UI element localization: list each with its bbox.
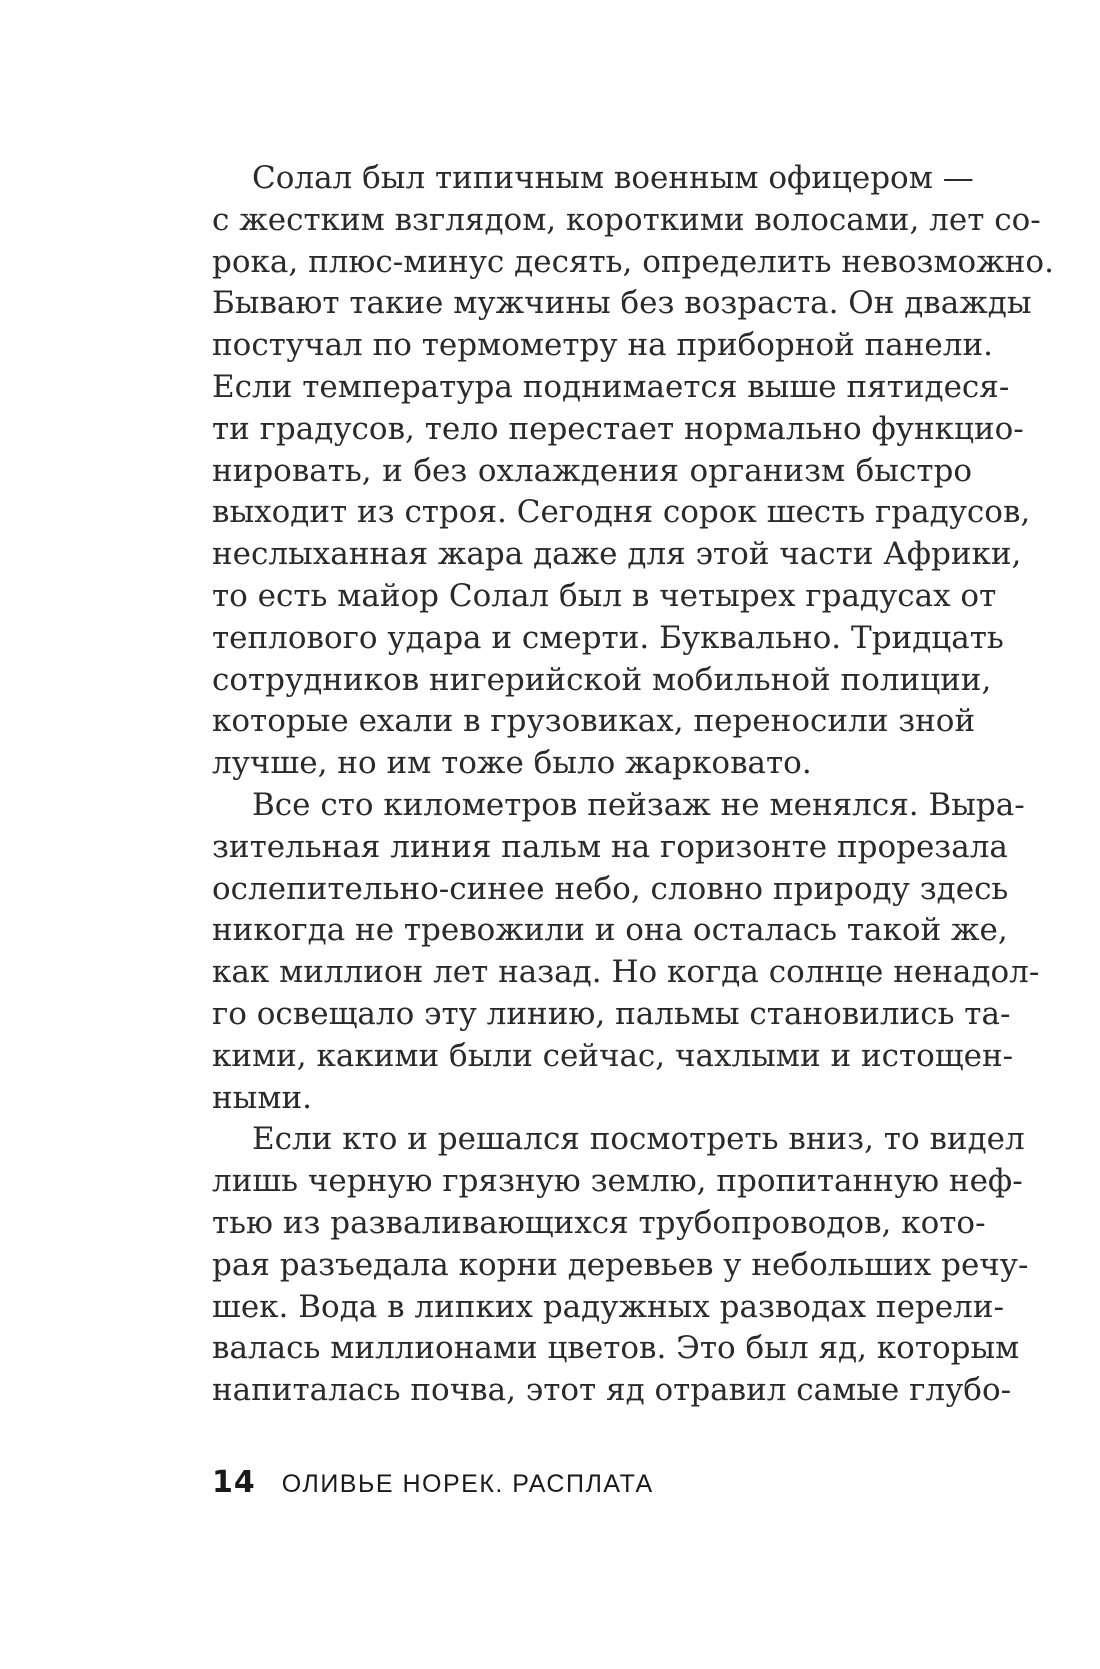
text-line: теплового удара и смерти. Буквально. Тридцать bbox=[212, 619, 1004, 656]
text-line: то есть майор Солал был в четырех градусах от bbox=[212, 577, 997, 614]
text-line: кими, какими были сейчас, чахлыми и истощен- bbox=[212, 1037, 1014, 1074]
text-line: Если температура поднимается выше пятидеся- bbox=[212, 368, 1010, 405]
page-number: 14 bbox=[212, 1465, 256, 1500]
running-title: ОЛИВЬЕ НОРЕК. РАСПЛАТА bbox=[281, 1470, 654, 1498]
text-line: тью из разваливающихся трубопроводов, кото- bbox=[212, 1204, 986, 1241]
text-line: шек. Вода в липких радужных разводах перели- bbox=[212, 1288, 1004, 1325]
text-line: го освещало эту линию, пальмы становились та- bbox=[212, 995, 1011, 1032]
text-line: Бывают такие мужчины без возраста. Он дважды bbox=[212, 285, 1032, 322]
text-line: выходит из строя. Сегодня сорок шесть градусов, bbox=[212, 494, 1031, 531]
text-line: ти градусов, тело перестает нормально функцио- bbox=[212, 410, 1024, 447]
text-line: ными. bbox=[212, 1079, 312, 1116]
text-line: неслыханная жара даже для этой части Африки, bbox=[212, 536, 1022, 573]
text-line: напиталась почва, этот яд отравил самые глубо- bbox=[212, 1372, 1012, 1409]
text-line: лучше, но им тоже было жарковато. bbox=[212, 745, 812, 782]
text-line: зительная линия пальм на горизонте прорезала bbox=[212, 828, 1008, 865]
text-line: постучал по термометру на приборной панели. bbox=[212, 327, 993, 364]
text-line: как миллион лет назад. Но когда солнце ненадол- bbox=[212, 954, 1040, 991]
text-line: Все сто километров пейзаж не менялся. Выра- bbox=[252, 786, 1025, 823]
page-footer bbox=[212, 1465, 654, 1505]
text-line: рая разъедала корни деревьев у небольших речу- bbox=[212, 1246, 1029, 1283]
text-line: лишь черную грязную землю, пропитанную неф- bbox=[212, 1163, 1023, 1200]
text-line: которые ехали в грузовиках, переносили зной bbox=[212, 703, 976, 740]
text-line: никогда не тревожили и она осталась такой же, bbox=[212, 912, 1008, 949]
text-line: с жестким взглядом, короткими волосами, лет со- bbox=[212, 201, 1041, 238]
text-line: сотрудников нигерийской мобильной полиции, bbox=[212, 661, 992, 698]
text-line: ослепительно-синее небо, словно природу здесь bbox=[212, 870, 1009, 907]
text-line: нировать, и без охлаждения организм быстро bbox=[212, 452, 972, 489]
text-line: Если кто и решался посмотреть вниз, то видел bbox=[252, 1121, 1025, 1158]
text-line: Солал был типичным военным офицером — bbox=[252, 160, 974, 196]
body-text bbox=[212, 158, 1054, 1412]
text-line: рока, плюс-минус десять, определить невозможно. bbox=[212, 243, 1054, 280]
text-line: валась миллионами цветов. Это был яд, которым bbox=[212, 1330, 1020, 1367]
